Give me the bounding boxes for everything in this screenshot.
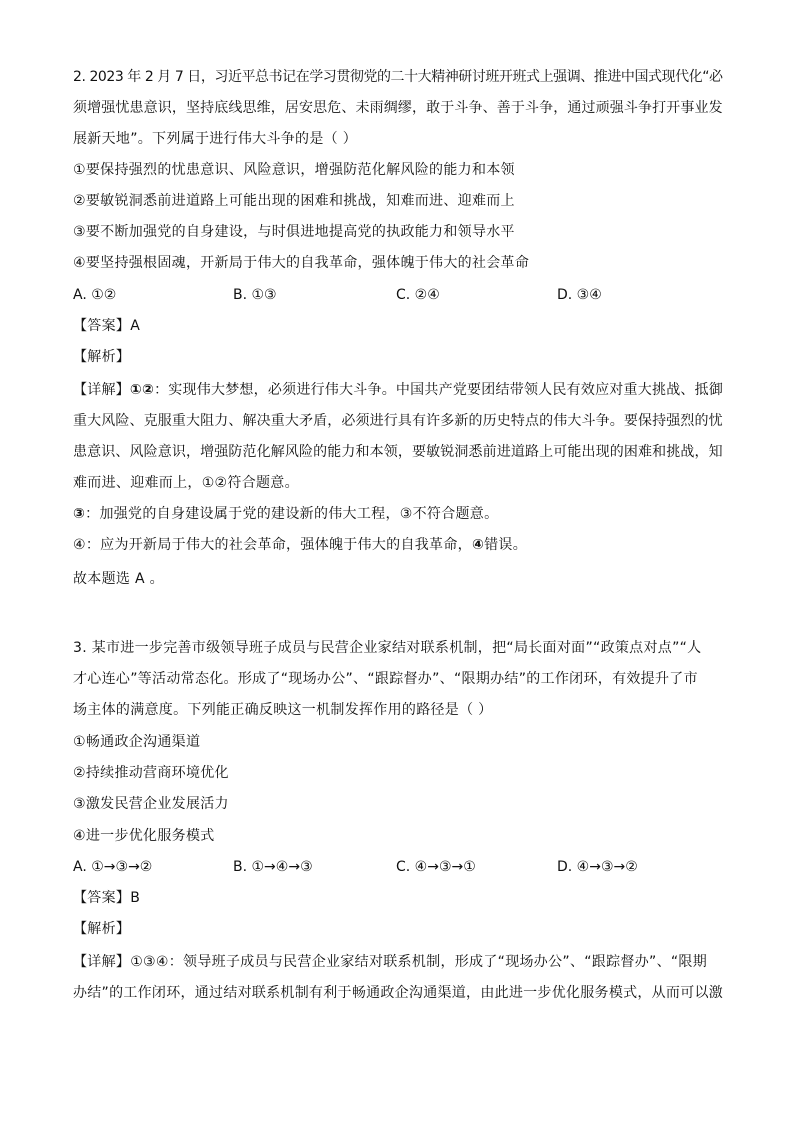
q3-detail-text-1: ①③④：领导班子成员与民营企业家结对联系机制，形成了“现场办公”、“跟踪督办”、“限期 <box>130 954 708 970</box>
q2-detail-tag: 【详解】 <box>73 382 130 398</box>
q2-stem-line-3: 展新天地”。下列属于进行伟大斗争的是（ ） <box>73 131 358 147</box>
q2-note3-text: ：加强党的自身建设属于党的建设新的伟大工程，③不符合题意。 <box>85 506 499 522</box>
q2-detail-line-2: 重大风险、克服重大阻力、解决重大矛盾，必须进行具有许多新的历史特点的伟大斗争。要保持强烈的忧 <box>73 413 723 429</box>
q2-answer-value: A <box>130 318 141 334</box>
q3-option-a: A. ①→③→② <box>73 859 153 875</box>
q2-option-a: A. ①② <box>73 287 117 303</box>
q2-note-4 <box>73 535 527 555</box>
q2-note3-lead: ③ <box>73 506 86 522</box>
q3-option-d: D. ④→③→② <box>557 859 638 875</box>
q2-note-3 <box>73 504 498 524</box>
q2-option-d: D. ③④ <box>557 287 602 303</box>
q2-detail-line-1 <box>73 380 723 400</box>
q2-detail-line-3: 患意识、风险意识，增强防范化解风险的能力和本领，要敏锐洞悉前进道路上可能出现的困难和挑战，知 <box>73 444 723 460</box>
q2-analysis-tag: 【解析】 <box>73 349 131 365</box>
q2-item-3: ③要不断加强党的自身建设，与时俱进地提高党的执政能力和领导水平 <box>73 224 515 240</box>
q3-stem-line-3: 场主体的满意度。下列能正确反映这一机制发挥作用的路径是（ ） <box>73 702 493 718</box>
q3-answer-tag: 【答案】 <box>73 890 131 906</box>
q2-item-2: ②要敏锐洞悉前进道路上可能出现的困难和挑战，知难而进、迎难而上 <box>73 193 515 209</box>
q3-item-4: ④进一步优化服务模式 <box>73 828 215 844</box>
q2-conclusion: 故本题选 A 。 <box>73 571 164 587</box>
q2-option-c: C. ②④ <box>396 287 440 303</box>
q2-note4-tail: 错误。 <box>484 537 528 553</box>
q3-detail-line-2: 办结”的工作闭环，通过结对联系机制有利于畅通政企沟通渠道，由此进一步优化服务模式，从而可以激 <box>73 985 724 1001</box>
q3-analysis-tag: 【解析】 <box>73 921 131 937</box>
q3-answer-value: B <box>130 890 141 906</box>
q2-answer-tag: 【答案】 <box>73 318 131 334</box>
q3-detail-tag: 【详解】 <box>73 954 131 970</box>
q2-detail-text-1: ：实现伟大梦想，必须进行伟大斗争。中国共产党要团结带领人民有效应对重大挑战、抵御 <box>154 382 724 398</box>
q3-stem-line-2: 才心连心”等活动常态化。形成了“现场办公”、“跟踪督办”、“限期办结”的工作闭环，有效提升了市 <box>73 671 698 687</box>
q3-option-b: B. ①→④→③ <box>233 859 313 875</box>
q2-note4-text: ④：应为开新局于伟大的社会革命，强体魄于伟大的自我革命， <box>73 537 472 553</box>
q2-detail-line-4: 难而进、迎难而上，①②符合题意。 <box>73 475 299 491</box>
q3-stem-line-1: 3. 某市进一步完善市级领导班子成员与民营企业家结对联系机制，把“局长面对面”“政策点对点”“人 <box>73 640 702 656</box>
q2-stem-line-1: 2. 2023 年 2 月 7 日，习近平总书记在学习贯彻党的二十大精神研讨班开班式上强调、推进中国式现代化“必 <box>73 69 723 85</box>
q2-item-4: ④要坚持强根固魂，开新局于伟大的自我革命，强体魄于伟大的社会革命 <box>73 255 530 271</box>
q3-item-1: ①畅通政企沟通渠道 <box>73 734 201 750</box>
q3-detail-line-1 <box>73 952 707 972</box>
q2-option-b: B. ①③ <box>233 287 277 303</box>
q3-answer-row <box>73 888 140 908</box>
q3-item-2: ②持续推动营商环境优化 <box>73 765 229 781</box>
q2-answer-row <box>73 316 140 336</box>
q2-item-1: ①要保持强烈的忧患意识、风险意识，增强防范化解风险的能力和本领 <box>73 162 515 178</box>
q2-note4-bold: ④ <box>471 537 485 553</box>
q2-detail-lead: ①② <box>129 382 155 398</box>
q3-item-3: ③激发民营企业发展活力 <box>73 796 229 812</box>
q2-stem-line-2: 须增强忧患意识，坚持底线思维，居安思危、未雨绸缪，敢于斗争、善于斗争，通过顽强斗争打开事业发 <box>73 100 723 116</box>
q3-option-c: C. ④→③→① <box>396 859 476 875</box>
